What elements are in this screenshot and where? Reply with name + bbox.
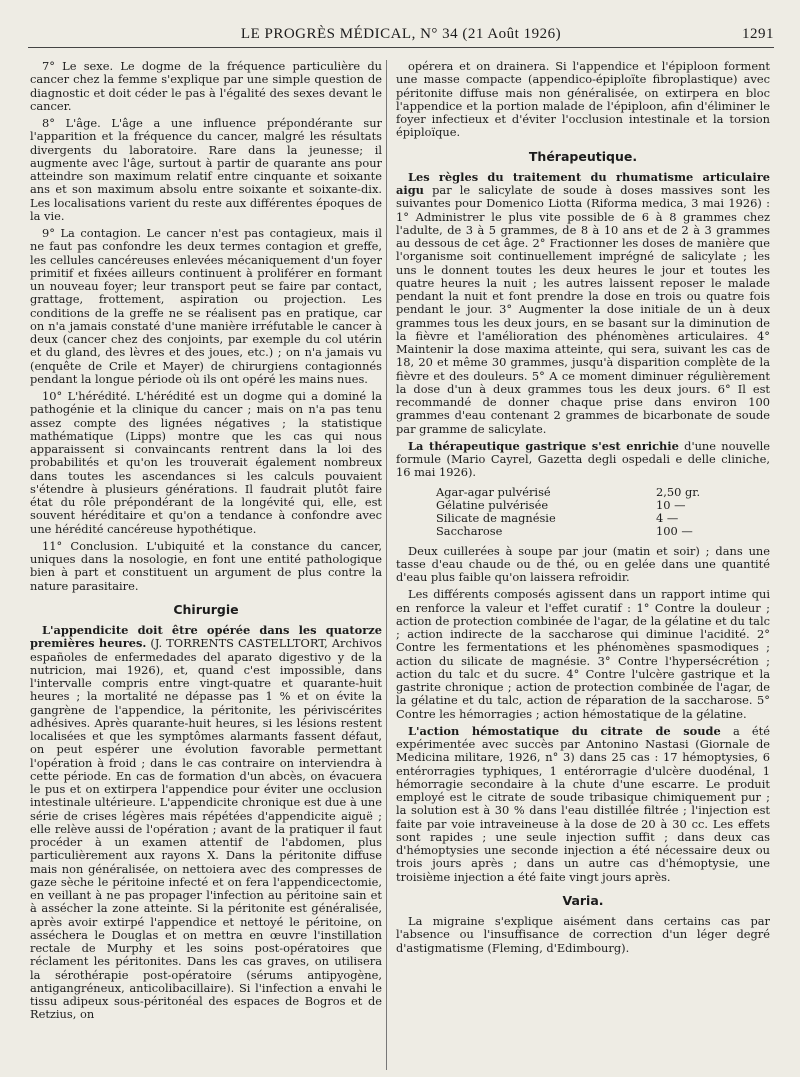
appendicite-heading: L'appendicite doit être opérée dans les quatorze premières heures. [30,623,382,651]
paragraph-heredite: 10° L'hérédité. L'hérédité est un dogme qui a dominé la pathogénie et la clinique du cancer ; mais on n'a pas tenu assez compte des lignées négatives ; la statistique mathématique (Lipps) montre que les cas qui nous apparaissent si convaincants rentrent dans la loi des probabilités et qu'on les trouverait également nombreux dans toutes les ascendances si les calculs pouvaient s'étendre à plusieurs générations. Il faudrait plutôt faire état du rôle prépondérant de la longévité qui, elle, est souvent héréditaire et qu'on a tendance à confondre avec une hérédité cancéreuse hypothétique. [30,389,382,536]
recipe-ingredient: Gélatine pulvérisée [436,497,549,512]
gastrique-heading: La thérapeutique gastrique s'est enrichie [408,438,679,453]
recipe-ingredient: Saccharose [436,524,503,539]
gastrique-text: d'une nouvelle formule (Mario Cayrel, Gazetta degli ospedali e delle cliniche, 16 mai 1926). [396,438,770,480]
left-column [30,60,382,1026]
column-divider [386,60,387,1070]
section-heading-chirurgie: Chirurgie [173,601,239,617]
paragraph-gastrique [396,440,770,480]
recipe-amount: 10 — [656,497,686,512]
journal-title: LE PROGRÈS MÉDICAL, N° 34 (21 Août 1926) [240,26,562,42]
recipe-amount: 2,50 gr. [656,484,701,499]
right-column [396,60,770,959]
header-rule [28,47,774,48]
citrate-text: a été expérimentée avec succès par Antonino Nastasi (Giornale de Medicina militare, 1926, n° 3) dans 25 cas : 17 hémoptysies, 6 entérorragies typhiques, 1 entérorragie d'ulcère duodénal, 1 hémorragie secondaire à la chute d'une escarre. Le produit employé est le citrate de soude tribasique chimiquement pur ; la solution est à 30 % dans l'eau distillée filtrée ; l'injection est faite par voie intraveineuse à la dose de 20 à 30 cc. Les effets sont rapides ; une seule injection suffit ; dans deux cas d'hémoptysies une seconde injection a été nécessaire deux ou trois jours après ; dans un autre cas d'hémoptysie, une troisième injection a été faite vingt jours après. [396,723,770,884]
section-heading-varia: Varia. [562,892,604,908]
recipe-row [436,525,716,538]
citrate-heading: L'action hémostatique du citrate de soude [408,723,721,738]
paragraph-composes: Les différents composés agissent dans un rapport intime qui en renforce la valeur et l'effet curatif : 1° Contre la douleur ; action de protection combinée de l'agar, de la gélatine et du talc ; action indirecte de la saccharose qui diminue l'acidité. 2° Contre les fermentations et les phénomènes spasmodiques ; action du silicate de magnésie. 3° Contre l'hypersécrétion ; action du talc et du sucre. 4° Contre l'ulcère gastrique et la gastrite chronique ; action de protection combinée de l'agar, de la gélatine et du talc, action de réparation de la saccharose. 5° Contre les hémorragies ; action hémostatique de la gélatine. [396,587,770,721]
paragraph-migraine: La migraine s'explique aisément dans certains cas par l'absence ou l'insuffisance de correction d'un léger degré d'astigmatisme (Fleming, d'Edimbourg). [396,914,770,955]
paragraph-rhumatisme [396,171,770,436]
running-header [28,26,774,46]
paragraph-citrate [396,725,770,884]
recipe-row [436,512,716,525]
rhumatisme-text: par le salicylate de soude à doses massives sont les suivantes pour Domenico Liotta (Riforma medica, 3 mai 1926) : 1° Administrer le plus vite possible de 6 à 8 grammes chez l'adulte, de 3 à 5 grammes, de 8 à 10 ans et de 2 à 3 grammes au dessous de cet âge. 2° Fractionner les doses de manière que l'organisme soit continuellement imprégné de salicylate ; les uns le donnent toutes les deux heures le jour et toutes les quatre heures la nuit ; les autres laissent reposer le malade pendant la nuit et font prendre la dose en trois ou quatre fois pendant le jour. 3° Augmenter la dose initiale de un à deux grammes tous les deux jours, en se basant sur la diminution de la fièvre et l'amélioration des phénomènes articulaires. 4° Maintenir la dose maxima atteinte, qui sera, suivant les cas de 18, 20 et même 30 grammes, jusqu'à disparition complète de la fièvre et des douleurs. 5° A ce moment diminuer régulièrement la dose d'un à deux grammes tous les deux jours. 6° Il est recommandé de donner chaque prise dans environ 100 grammes d'eau contenant 2 grammes de bicarbonate de soude par gramme de salicylate. [396,183,770,436]
recipe-ingredient: Silicate de magnésie [436,511,556,525]
paragraph-continuation: opérera et on drainera. Si l'appendice et l'épiploon forment une masse compacte (appendico-épiploïte fibroplastique) avec péritonite diffuse mais non généralisée, on extirpera en bloc l'appendice et la portion malade de l'épiploon, afin d'éliminer le foyer infectieux et d'éviter l'occlusion intestinale et la torsion épiploïque. [396,59,770,140]
recipe-ingredient: Agar-agar pulvérisé [436,484,551,499]
paragraph-age: 8° L'âge. L'âge a une influence prépondérante sur l'apparition et la fréquence du cancer, malgré les résultats divergents du laboratoire. Rare dans la jeunesse; il augmente avec l'âge, surtout à partir de quarante ans pour atteindre son maximum relatif entre cinquante et soixante ans et son maximum absolu entre soixante et soixante-dix. Les localisations varient du reste aux différentes époques de la vie. [30,116,382,223]
page-number: 1291 [742,26,774,42]
paragraph-contagion: 9° La contagion. Le cancer n'est pas contagieux, mais il ne faut pas confondre les deux termes contagion et greffe, les cellules cancéreuses enlevées mécaniquement d'un foyer primitif et fixées ailleurs continuent à proliférer en formant un nouveau foyer; leur transport peut se faire par contact, grattage, frottement, aspiration ou projection. Les conditions de la greffe ne se réalisent pas en pratique, car on n'a jamais constaté d'une manière irréfutable le cancer à deux (cancer chez des conjoints, par exemple du col utérin et du gland, des lèvres et des joues, etc.) ; on n'a jamais vu (enquête de Crile et Mayer) de chirurgiens contagionnés pendant la longue période où ils ont opéré les mains nues. [30,226,382,386]
recipe-row [436,486,716,499]
recipe-table [436,486,716,539]
recipe-amount: 4 — [656,511,679,525]
paragraph-appendicite [30,624,382,1022]
paragraph-sexe: 7° Le sexe. Le dogme de la fréquence particulière du cancer chez la femme s'explique par une simple question de diagnostic et doit céder le pas à l'égalité des sexes devant le cancer. [30,59,382,113]
paragraph-conclusion: 11° Conclusion. L'ubiquité et la constance du cancer, uniques dans la nosologie, en font une entité pathologique bien à part et constituent un argument de plus contre la nature parasitaire. [30,538,382,593]
section-heading-therapeutique: Thérapeutique. [528,148,638,164]
recipe-amount: 100 — [656,524,693,539]
paragraph-posologie: Deux cuillerées à soupe par jour (matin et soir) ; dans une tasse d'eau chaude ou de thé, ou en gelée dans une quantité d'eau plus faible qu'on laissera refroidir. [396,543,770,584]
appendicite-text: (J. TORRENTS CASTELLTORT, Archivos españoles de enfermedades del aparato digestivo y de la nutricion, mai 1926), et, quand c'est impossible, dans l'intervalle compris entre vingt-quatre et quarante-huit heures ; la mortalité ne dépasse pas 1 % et on évite la gangrène de l'appendice, la péritonite, les périviscérites adhésives. Après quarante-huit heures, si les lésions restent localisées et que les symptômes alarmants fassent défaut, on peut espérer une évolution favorable permettant l'opération à froid ; dans le cas contraire on interviendra à cette période. En cas de formation d'un abcès, on évacuera le pus et on extirpera l'appendice pour éviter une occlusion intestinale ultérieure. L'appendicite chronique est due à une série de crises légères mais répétées d'appendicite aiguë ; elle relève aussi de l'opération ; avant de la pratiquer il faut procéder à un examen attentif de l'abdomen, plus particulièrement aux rayons X. Dans la péritonite diffuse mais non généralisée, on nettoiera avec des compresses de gaze sèche le péritoine infecté et on fera l'appendicectomie, en veillant à ne pas propager l'infection au péritoine sain et à assécher la zone atteinte. Si la péritonite est généralisée, après avoir extirpé l'appendice et nettoyé le péritoine, on asséchera le Douglas et on mettra en œuvre l'instillation rectale de Murphy et les soins post-opératoires que réclament les péritonites. Dans les cas graves, on utilisera la sérothérapie post-opératoire (sérums antipyogène, antigangréneux, anticolibacillaire). Si l'infection a envahi le tissu adipeux sous-péritonéal des espaces de Bogros et de Retzius, on [30,636,382,1022]
recipe-row [436,499,716,512]
rhumatisme-heading: Les règles du traitement du rhumatisme articulaire aigu [396,169,770,197]
